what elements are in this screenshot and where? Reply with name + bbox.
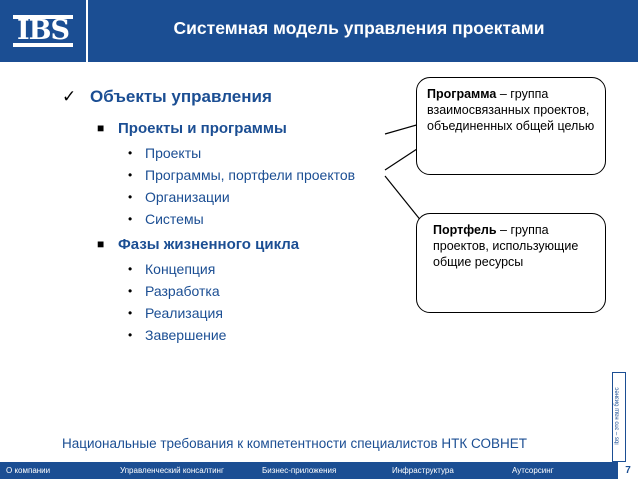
footer-link-business-apps[interactable]: Бизнес-приложения — [262, 466, 337, 475]
side-logo — [609, 370, 627, 462]
footer-link-outsourcing[interactable]: Аутсорсинг — [512, 466, 554, 475]
list-item — [128, 302, 355, 324]
content-list — [62, 84, 355, 346]
list-item-label: Завершение — [145, 327, 227, 343]
heading-row — [62, 84, 355, 110]
bullet-icon: • — [128, 212, 133, 226]
checkmark-icon: ✓ — [62, 87, 77, 106]
page-number: 7 — [618, 462, 638, 479]
source-note: Национальные требования к компетентности специалистов НТК СОВНЕТ — [62, 436, 527, 451]
list-item — [128, 164, 355, 186]
bullet-icon: • — [128, 190, 133, 204]
list-item-label: Проекты — [145, 145, 202, 161]
portfolio-definition: – группа проектов, использующие общие ресурсы — [433, 223, 579, 269]
bullet-icon: • — [128, 306, 133, 320]
footer-link-about[interactable]: О компании — [6, 466, 51, 475]
portfolio-term: Портфель — [433, 223, 497, 237]
list-item-label: Реализация — [145, 305, 223, 321]
list-item-label: Разработка — [145, 283, 220, 299]
list-item — [128, 280, 355, 302]
ibs-logo-text: IBS — [13, 15, 73, 47]
side-logo-text: ibs – это наш бизнес — [615, 387, 621, 445]
portfolio-connector — [385, 176, 422, 222]
section-lifecycle-label: Фазы жизненного цикла — [118, 235, 300, 253]
program-definition: – группа взаимосвязанных проектов, объединенных общей целью — [427, 87, 595, 133]
square-bullet-icon: ■ — [97, 121, 105, 135]
bullet-icon: • — [128, 328, 133, 342]
list-item-label: Организации — [145, 189, 230, 205]
bullet-icon: • — [128, 262, 133, 276]
program-term: Программа — [427, 87, 497, 101]
slide-title: Системная модель управления проектами — [173, 18, 545, 38]
section-lifecycle — [97, 230, 355, 258]
program-callout — [416, 77, 606, 175]
list-item-label: Системы — [145, 211, 204, 227]
list-item — [128, 324, 355, 346]
footer-link-consulting[interactable]: Управленческий консалтинг — [120, 466, 224, 475]
list-item-label: Программы, портфели проектов — [145, 167, 356, 183]
footer-nav — [0, 462, 638, 479]
portfolio-callout — [416, 213, 606, 313]
square-bullet-icon: ■ — [97, 237, 105, 251]
list-item-label: Концепция — [145, 261, 216, 277]
heading-objects: Объекты управления — [90, 87, 272, 106]
list-item — [128, 258, 355, 280]
program-connector-2 — [385, 147, 420, 170]
section-projects — [97, 114, 355, 142]
bullet-icon: • — [128, 168, 133, 182]
list-item — [128, 186, 355, 208]
section-projects-label: Проекты и программы — [118, 119, 287, 137]
bullet-icon: • — [128, 146, 133, 160]
list-item — [128, 208, 355, 230]
footer-link-infrastructure[interactable]: Инфраструктура — [392, 466, 454, 475]
program-connector-1 — [385, 124, 420, 134]
list-item — [128, 142, 355, 164]
bullet-icon: • — [128, 284, 133, 298]
